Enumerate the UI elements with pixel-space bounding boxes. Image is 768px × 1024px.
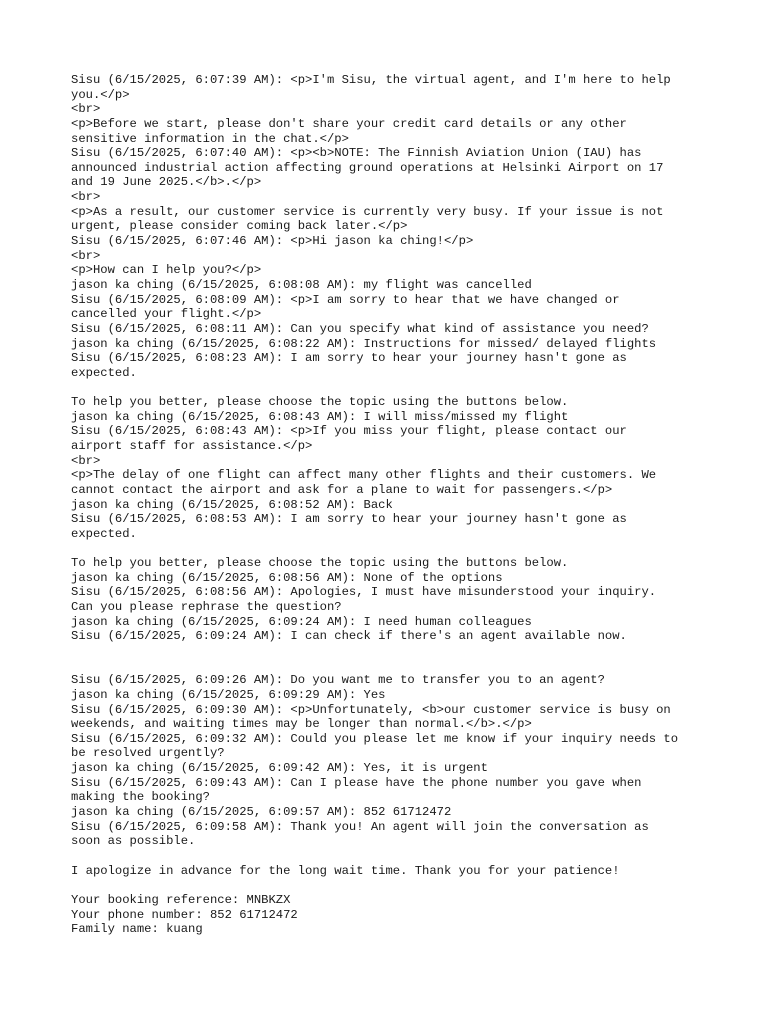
transcript-line (71, 659, 711, 674)
transcript-line: jason ka ching (6/15/2025, 6:08:52 AM): Back (71, 497, 393, 512)
transcript-line: jason ka ching (6/15/2025, 6:09:29 AM): Yes (71, 687, 386, 702)
transcript-line: Can you please rephrase the question? (71, 600, 342, 615)
transcript-line (71, 849, 711, 864)
transcript-line: expected. (71, 365, 137, 380)
transcript-line: Sisu (6/15/2025, 6:08:23 AM): I am sorry to hear your journey hasn't gone as (71, 351, 627, 366)
transcript-line: sensitive information in the chat.</p> (71, 131, 349, 146)
transcript-line: <br> (71, 102, 101, 117)
transcript-line: <br> (71, 248, 101, 263)
transcript-line: Sisu (6/15/2025, 6:09:32 AM): Could you please let me know if your inquiry needs to (71, 731, 679, 746)
transcript-line: Sisu (6/15/2025, 6:09:24 AM): I can check if there's an agent available now. (71, 629, 627, 644)
transcript-line (71, 380, 711, 395)
transcript-line: <p>The delay of one flight can affect many other flights and their customers. We (71, 468, 657, 483)
transcript-line: Sisu (6/15/2025, 6:08:43 AM): <p>If you miss your flight, please contact our (71, 424, 627, 439)
transcript-line: jason ka ching (6/15/2025, 6:09:42 AM): Yes, it is urgent (71, 761, 488, 776)
transcript-line: Sisu (6/15/2025, 6:08:11 AM): Can you specify what kind of assistance you need? (71, 321, 649, 336)
transcript-line: jason ka ching (6/15/2025, 6:08:22 AM): Instructions for missed/ delayed flights (71, 336, 657, 351)
transcript-line: Your phone number: 852 61712472 (71, 907, 298, 922)
transcript-line (71, 542, 711, 557)
transcript-line: you.</p> (71, 87, 130, 102)
transcript-line: Sisu (6/15/2025, 6:08:53 AM): I am sorry to hear your journey hasn't gone as (71, 512, 627, 527)
transcript-line: <p>How can I help you?</p> (71, 263, 262, 278)
transcript-line: Sisu (6/15/2025, 6:09:30 AM): <p>Unfortunately, <b>our customer service is busy on (71, 702, 671, 717)
transcript-line: jason ka ching (6/15/2025, 6:08:08 AM): my flight was cancelled (71, 277, 532, 292)
transcript-line: soon as possible. (71, 834, 196, 849)
transcript-line (71, 644, 711, 659)
transcript-line: cannot contact the airport and ask for a plane to wait for passengers.</p> (71, 482, 613, 497)
transcript-line: <br> (71, 190, 101, 205)
transcript-line: jason ka ching (6/15/2025, 6:08:43 AM): I will miss/missed my flight (71, 409, 569, 424)
chat-transcript (71, 73, 711, 937)
transcript-line: Sisu (6/15/2025, 6:09:58 AM): Thank you! An agent will join the conversation as (71, 819, 649, 834)
transcript-line: expected. (71, 526, 137, 541)
transcript-line: <br> (71, 453, 101, 468)
transcript-line: be resolved urgently? (71, 746, 225, 761)
transcript-line: jason ka ching (6/15/2025, 6:08:56 AM): None of the options (71, 570, 503, 585)
transcript-line: Sisu (6/15/2025, 6:08:56 AM): Apologies, I must have misunderstood your inquiry. (71, 585, 657, 600)
transcript-line: <p>As a result, our customer service is currently very busy. If your issue is not (71, 204, 664, 219)
transcript-line: making the booking? (71, 790, 210, 805)
transcript-line: jason ka ching (6/15/2025, 6:09:24 AM): I need human colleagues (71, 614, 532, 629)
transcript-line: Sisu (6/15/2025, 6:07:40 AM): <p><b>NOTE: The Finnish Aviation Union (IAU) has (71, 146, 642, 161)
transcript-line: Your booking reference: MNBKZX (71, 892, 291, 907)
transcript-line: cancelled your flight.</p> (71, 307, 262, 322)
transcript-line: and 19 June 2025.</b>.</p> (71, 175, 262, 190)
transcript-line (71, 878, 711, 893)
transcript-line: I apologize in advance for the long wait time. Thank you for your patience! (71, 863, 620, 878)
transcript-line: Sisu (6/15/2025, 6:08:09 AM): <p>I am sorry to hear that we have changed or (71, 292, 620, 307)
transcript-line: urgent, please consider coming back later.</p> (71, 219, 408, 234)
transcript-line: <p>Before we start, please don't share your credit card details or any other (71, 116, 627, 131)
transcript-line: airport staff for assistance.</p> (71, 439, 313, 454)
transcript-line: weekends, and waiting times may be longer than normal.</b>.</p> (71, 717, 532, 732)
transcript-line: Sisu (6/15/2025, 6:07:39 AM): <p>I'm Sisu, the virtual agent, and I'm here to help (71, 73, 671, 87)
transcript-line: Sisu (6/15/2025, 6:07:46 AM): <p>Hi jason ka ching!</p> (71, 234, 474, 249)
transcript-line: Sisu (6/15/2025, 6:09:43 AM): Can I please have the phone number you gave when (71, 775, 642, 790)
transcript-line: jason ka ching (6/15/2025, 6:09:57 AM): 852 61712472 (71, 805, 452, 820)
transcript-line: announced industrial action affecting ground operations at Helsinki Airport on 17 (71, 160, 664, 175)
transcript-line: To help you better, please choose the topic using the buttons below. (71, 395, 569, 410)
transcript-line: Family name: kuang (71, 922, 203, 937)
transcript-line: To help you better, please choose the topic using the buttons below. (71, 556, 569, 571)
transcript-line: Sisu (6/15/2025, 6:09:26 AM): Do you want me to transfer you to an agent? (71, 673, 605, 688)
